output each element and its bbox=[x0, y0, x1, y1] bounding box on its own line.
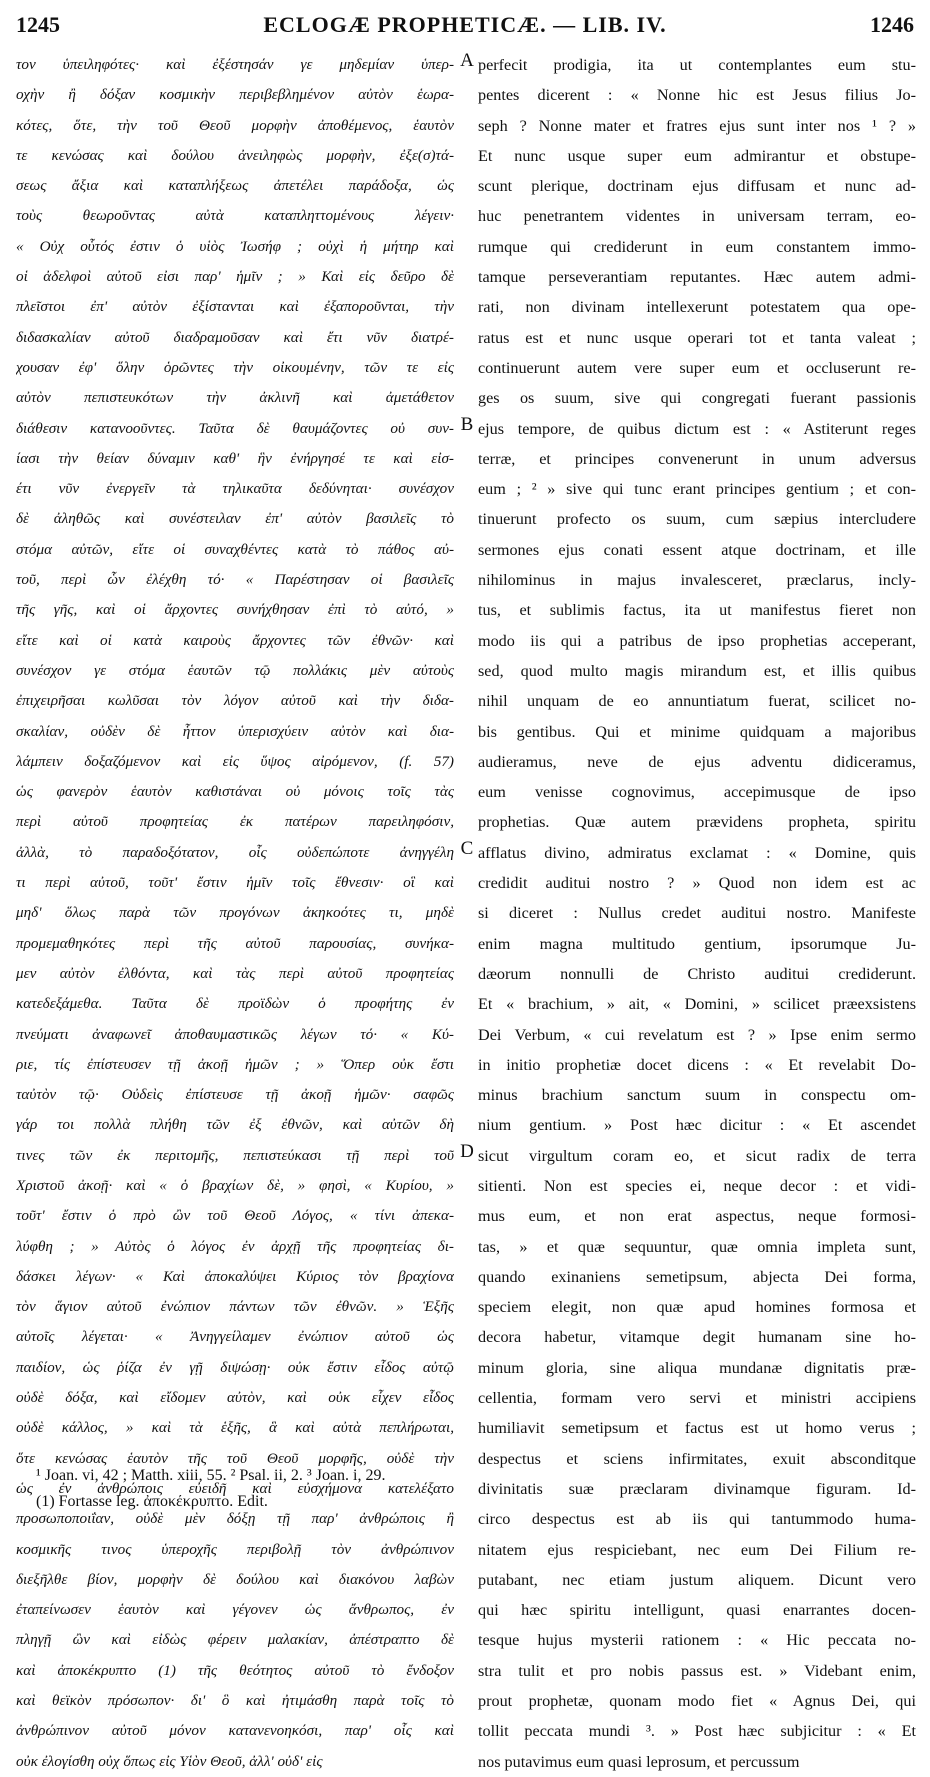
greek-text-line: έτι νῦν ἐνεργεῖν τὰ τηλικαῦτα δεδύνηται· συνέσχον bbox=[16, 480, 454, 498]
greek-text-line: πληγῇ ὢν καὶ εἰδὼς φέρειν μαλακίαν, ἀπέστραπτο δὲ bbox=[16, 1631, 454, 1649]
latin-text-line: tinuerunt profecto os suum, cum sæpius intercludere bbox=[478, 510, 916, 529]
latin-text-line: ratus est et nunc usque operari tot et tanta valeat ; bbox=[478, 328, 916, 347]
margin-letter-d: D bbox=[460, 1141, 474, 1162]
greek-text-line: ἐταπείνωσεν ἑαυτὸν καὶ γέγονεν ὡς ἄνθρωπος, ἐν bbox=[16, 1601, 454, 1619]
greek-text-line: κατεδεξάμεθα. Ταῦτα δὲ προϊδὼν ὁ προφήτης ἐν bbox=[16, 995, 454, 1013]
greek-text-line: κότες, ὅτε, τὴν τοῦ Θεοῦ μορφὴν ἀποθέμενος, ἑαυτὸν bbox=[16, 116, 454, 134]
latin-text-line: eum venisse cognovimus, accepimusque de ipso bbox=[478, 783, 916, 802]
greek-text-line: Χριστοῦ ἀκοῇ· καὶ « ὁ βραχίων δὲ, » φησὶ, « Κυρίου, » bbox=[16, 1176, 454, 1194]
greek-text-line: σκαλίαν, οὐδὲν δὲ ἧττον ὑπερισχύειν αὐτὸν καὶ δια- bbox=[16, 722, 454, 740]
latin-text-line: perfecit prodigia, ita ut contemplantes eum stu- bbox=[478, 56, 916, 74]
latin-text-line: bis gentibus. Qui et minime quidquam a majoribus bbox=[478, 722, 916, 741]
greek-text-line: ἐπιχειρῆσαι κωλῦσαι τὸν λόγον αὐτοῦ καὶ τὴν διδα- bbox=[16, 692, 454, 710]
latin-text-line: sitienti. Non est species ei, neque decor : et vidi- bbox=[478, 1176, 916, 1195]
greek-text-line: οἱ ἀδελφοὶ αὐτοῦ εἰσι παρ' ἡμῖν ; » Καὶ εἰς δεῦρο δὲ bbox=[16, 268, 454, 286]
latin-text-line: sed, quod multo magis mirandum est, et illis quibus bbox=[478, 661, 916, 680]
latin-text-line: ges os suum, sive qui congregati fuerant passionis bbox=[478, 389, 916, 408]
latin-text-line: tesque hujus mysterii rationem : « Hic peccata no- bbox=[478, 1631, 916, 1650]
greek-text-line: αὐτὸν πεπιστευκότων τὴν ἀκλινῆ καὶ ἀμετάθετον bbox=[16, 389, 454, 407]
latin-text-line: nitatem ejus respiciebant, nec eum Dei Filium re- bbox=[478, 1540, 916, 1559]
latin-text-line: prout prophetæ, quonam modo fiet « Agnus Dei, qui bbox=[478, 1692, 916, 1711]
page-number-left: 1245 bbox=[16, 12, 60, 37]
greek-text-line: ἀλλὰ, τὸ παραδοξότατον, οἷς οὐδεπώποτε ἀνηγγέλη bbox=[16, 843, 454, 861]
greek-text-line: τε κενώσας καὶ δούλου ἀνειληφὼς μορφὴν, ἐξε(σ)τά- bbox=[16, 146, 454, 164]
greek-text-line: ὡς ἐν ἀνθρώποις εὐειδῆ καὶ εὐσχήμονα κατελέξατο bbox=[16, 1479, 454, 1497]
latin-text-line: tus, et sublimis factus, ita ut manifestus fieret non bbox=[478, 601, 916, 620]
footnotes bbox=[36, 1463, 906, 1515]
greek-text-line: πλεῖστοι ἐπ' αὐτὸν ἐξίστανται καὶ ἐξαποροῦνται, τὴν bbox=[16, 298, 454, 316]
greek-text-line: τῆς γῆς, καὶ οἱ ἄρχοντες συνήχθησαν ἐπὶ τὸ αὐτό, » bbox=[16, 601, 454, 619]
latin-text-line: continuerunt autem vere super eum et occluserunt re- bbox=[478, 358, 916, 377]
latin-text-line: afflatus divino, admiratus exclamat : « Domine, quis bbox=[478, 843, 916, 862]
page-number-right: 1246 bbox=[870, 12, 914, 37]
greek-text-line: καὶ ἀποκέκρυπτο (1) τῆς θεότητος αὐτοῦ τὸ ἔνδοξον bbox=[16, 1661, 454, 1679]
greek-text-line: τον ὑπειληφότες· καὶ ἐξέστησάν γε μηδεμίαν ὑπερ- bbox=[16, 56, 454, 73]
greek-text-line: εἴτε καὶ οἱ κατὰ καιροὺς ἄρχοντες τῶν ἐθνῶν· καὶ bbox=[16, 631, 454, 649]
latin-text-line: decora habetur, vitamque degit humanam sine ho- bbox=[478, 1328, 916, 1347]
footnote-references: ¹ Joan. vi, 42 ; Matth. xiii, 55. ² Psal. ii, 2. ³ Joan. i, 29. bbox=[36, 1467, 386, 1484]
greek-text-line: γάρ τοι πολλὰ πλήθη τῶν ἐξ ἐθνῶν, καὶ αὐτῶν δὴ bbox=[16, 1116, 454, 1134]
greek-text-line: ὡς φανερὸν ἑαυτὸν καθιστάναι οὐ μόνοις τοῖς τὰς bbox=[16, 783, 454, 801]
greek-text-line: δάσκει λέγων· « Καὶ ἀποκαλύψει Κύριος τὸν βραχίονα bbox=[16, 1267, 454, 1285]
greek-text-line: περὶ αὐτοῦ προφητείας ἐκ πατέρων παρειληφόσιν, bbox=[16, 813, 454, 831]
latin-text-line: scunt plerique, doctrinam ejus diffusam et nunc ad- bbox=[478, 177, 916, 196]
greek-text-line: λάμπειν δοξαζόμενον καὶ εἰς ὕψος αἰρόμενον, (f. 57) bbox=[16, 752, 454, 770]
latin-text-line: modo iis qui a patribus de ipso prophetias acceperant, bbox=[478, 631, 916, 650]
latin-text-line: Dei Verbum, « cui revelatum est ? » Ipse enim sermo bbox=[478, 1025, 916, 1044]
greek-text-line: οὐδὲ δόξα, καὶ εἴδομεν αὐτὸν, καὶ οὐκ εἶχεν εἶδος bbox=[16, 1389, 454, 1407]
latin-text-line: audieramus, neve de ejus adventu didiceramus, bbox=[478, 752, 916, 771]
greek-text-line: διεξῆλθε βίον, μορφὴν δὲ δούλου καὶ διακόνου λαβὼν bbox=[16, 1570, 454, 1588]
margin-letter-c: C bbox=[460, 838, 474, 859]
latin-text-line: eum ; ² » sive qui tunc erant principes gentium ; et con- bbox=[478, 480, 916, 499]
latin-text-line: si diceret : Nullus credet auditui nostro. Manifeste bbox=[478, 904, 916, 923]
margin-letter-a: A bbox=[460, 50, 474, 71]
latin-text-line: quando exinaniens semetipsum, abjecta Dei forma, bbox=[478, 1267, 916, 1286]
latin-text-line: huc penetrantem videntes in universam terram, eo- bbox=[478, 207, 916, 226]
greek-text-line: τοὺς θεωροῦντας αὐτὰ καταπληττομένους λέγειν· bbox=[16, 207, 454, 225]
greek-text-line: τοῦ, περὶ ὧν ἐλέχθη τό· « Παρέστησαν οἱ βασιλεῖς bbox=[16, 571, 454, 589]
latin-text-line: terræ, et principes convenerunt in unum adversus bbox=[478, 449, 916, 468]
greek-text-line: τινες τῶν ἐκ περιτομῆς, πεπιστεύκασι τῇ περὶ τοῦ bbox=[16, 1146, 454, 1164]
greek-text-line: ίασι τὴν θείαν δύναμιν καθ' ἣν ἐνήργησέ τε καὶ εἰσ- bbox=[16, 449, 454, 467]
latin-text-line: tollit peccata mundi ³. » Post hæc subjicitur : « Et bbox=[478, 1722, 916, 1741]
greek-text-line: « Οὐχ οὗτός ἐστιν ὁ υἱὸς Ἰωσήφ ; οὐχὶ ἡ μήτηρ καὶ bbox=[16, 237, 454, 255]
greek-text-line: ἀνθρώπινον αὐτοῦ μόνον κατανενοηκόσι, παρ' οἷς καὶ bbox=[16, 1722, 454, 1740]
latin-text-line: rumque qui crediderunt in eum constantem immo- bbox=[478, 237, 916, 256]
latin-column bbox=[478, 50, 916, 1777]
greek-text-line: διδασκαλίαν αὐτοῦ διαδραμοῦσαν καὶ ἔτι νῦν διατρέ- bbox=[16, 328, 454, 346]
latin-text-line: ejus tempore, de quibus dictum est : « Astiterunt reges bbox=[478, 419, 916, 438]
running-title: ECLOGÆ PROPHETICÆ. — LIB. IV. bbox=[263, 12, 667, 37]
latin-text-line: enim magna multitudo gentium, ipsorumque Ju- bbox=[478, 934, 916, 953]
greek-text-line: μηδ' ὅλως παρὰ τῶν προγόνων ἀκηκοότες τι, μηδὲ bbox=[16, 904, 454, 922]
latin-text-line: minus brachium sanctum suum in conspectu om- bbox=[478, 1086, 916, 1105]
latin-text-line: dæorum nonnulli de Christo auditui crediderunt. bbox=[478, 964, 916, 983]
latin-text-line: speciem elegit, non quæ apud homines formosa et bbox=[478, 1298, 916, 1317]
greek-text-line: ριε, τίς ἐπίστευσεν τῇ ἀκοῇ ἡμῶν ; » Ὅπερ οὐκ ἔστι bbox=[16, 1055, 454, 1073]
greek-text-line: τὸν ἅγιον αὐτοῦ ἐνώπιον πάντων τῶν ἐθνῶν. » Ἑξῆς bbox=[16, 1298, 454, 1316]
greek-text-line: ταὐτὸν τῷ· Οὐδεὶς ἐπίστευσε τῇ ἀκοῇ ἡμῶν· σαφῶς bbox=[16, 1086, 454, 1104]
greek-text-line: οὐδὲ κάλλος, » καὶ τὰ ἑξῆς, ἃ καὶ αὐτὰ πεπλήρωται, bbox=[16, 1419, 454, 1437]
greek-text-line: τοῦτ' ἔστιν ὁ πρὸ ὢν τοῦ Θεοῦ Λόγος, « τίνι ἀπεκα- bbox=[16, 1207, 454, 1225]
latin-text-line: nihil unquam de eo annuntiatum fuerat, scilicet no- bbox=[478, 692, 916, 711]
greek-text-line: χουσαν ἐφ' ὅλην ὁρῶντες τὴν οἰκουμένην, τῶν τε εἰς bbox=[16, 358, 454, 376]
latin-text-line: nos putavimus eum quasi leprosum, et percussum bbox=[478, 1752, 800, 1771]
greek-text-line: προμεμαθηκότες περὶ τῆς αὐτοῦ παρουσίας, συνήκα- bbox=[16, 934, 454, 952]
latin-text-line: stra tulit et pro nobis passus est. » Videbant enim, bbox=[478, 1661, 916, 1680]
latin-text-line: sermones ejus conati essent atque doctrinam, et ille bbox=[478, 540, 916, 559]
greek-text-line: διάθεσιν κατανοοῦντες. Ταῦτα δὲ θαυμάζοντες οὐ συν- bbox=[16, 419, 454, 437]
greek-text-line: μεν αὐτὸν ἐλθόντα, καὶ τὰς περὶ αὐτοῦ προφητείας bbox=[16, 964, 454, 982]
greek-text-line: στόμα αὐτῶν, εἴτε οἱ συναχθέντες κατὰ τὸ πάθος αὐ- bbox=[16, 540, 454, 558]
latin-text-line: despectus et sciens infirmitates, exuit absconditque bbox=[478, 1449, 916, 1468]
greek-text-line: δὲ ἀληθῶς καὶ συνέστειλαν ἐπ' αὐτὸν βασιλεῖς τὸ bbox=[16, 510, 454, 528]
latin-text-line: putabant, nec etiam justum aliquem. Dicunt vero bbox=[478, 1570, 916, 1589]
greek-text-line: οὐκ ἐλογίσθη οὐχ ὅπως εἰς Υἱὸν Θεοῦ, ἀλλ' οὐδ' εἰς bbox=[16, 1752, 323, 1770]
greek-text-line: αὐτοῖς λέγεται· « Ἀνηγγείλαμεν ἐνώπιον αὐτοῦ ὡς bbox=[16, 1328, 454, 1346]
greek-text-line: λύφθη ; » Αὐτὸς ὁ λόγος ἐν ἀρχῇ τῆς προφητείας δι- bbox=[16, 1237, 454, 1255]
greek-text-line: τι περὶ αὐτοῦ, τοῦτ' ἔστιν ἡμῖν τοῖς ἔθνεσιν· οἳ καὶ bbox=[16, 874, 454, 892]
latin-text-line: Et nunc usque super eum admirantur et obstupe- bbox=[478, 146, 916, 165]
greek-text-line: προσωποποιΐαν, οὐδὲ μὲν δόξῃ τῇ παρ' ἀνθρώποις ἢ bbox=[16, 1510, 454, 1528]
margin-letter-b: B bbox=[460, 414, 474, 435]
greek-text-line: συνέσχον γε στόμα ἑαυτῶν τῷ πολλάκις μὲν αὐτοὺς bbox=[16, 661, 454, 679]
latin-text-line: cellentia, formam vero servi et ministri accipiens bbox=[478, 1389, 916, 1408]
latin-text-line: circo despectus est ab iis qui tantummodo huma- bbox=[478, 1510, 916, 1529]
latin-text-line: sicut virgultum coram eo, et sicut radix de terra bbox=[478, 1146, 916, 1165]
latin-text-line: Et « brachium, » ait, « Domini, » scilicet præexsistens bbox=[478, 995, 916, 1014]
greek-column bbox=[16, 50, 454, 1777]
greek-text-line: ὅτε κενώσας ἑαυτὸν τῆς τοῦ Θεοῦ μορφῆς, οὐδὲ τὴν bbox=[16, 1449, 454, 1467]
greek-text-line: κοσμικῆς τινος ὑπεροχῆς περιβολῇ τὸν ἀνθρώπινον bbox=[16, 1540, 454, 1558]
greek-text-line: παιδίον, ὡς ῥίζα ἐν γῇ διψώσῃ· οὐκ ἔστιν εἶδος αὐτῷ bbox=[16, 1358, 454, 1376]
latin-text-line: nium gentium. » Post hæc dicitur : « Et ascendet bbox=[478, 1116, 916, 1135]
greek-text-line: σεως ἄξια καὶ καταπλήξεως ἀπετέλει παράδοξα, ὡς bbox=[16, 177, 454, 195]
latin-text-line: rati, non divinam intellexerunt potestatem qua ope- bbox=[478, 298, 916, 317]
latin-text-line: mus eum, et non erat aspectus, neque formosi- bbox=[478, 1207, 916, 1226]
latin-text-line: prophetias. Quæ autem prævidens propheta, spiritu bbox=[478, 813, 916, 832]
latin-text-line: nihilominus in majus invalesceret, præclarus, incly- bbox=[478, 571, 916, 590]
latin-text-line: divinitatis suæ præclaram divinamque figuram. Id- bbox=[478, 1479, 916, 1498]
latin-text-line: seph ? Nonne mater et fratres ejus sunt inter nos ¹ ? » bbox=[478, 116, 916, 135]
latin-text-line: minum gloria, sine aliqua mundanæ dignitatis præ- bbox=[478, 1358, 916, 1377]
latin-text-line: humiliavit semetipsum et factus est ut homo verus ; bbox=[478, 1419, 916, 1438]
latin-text-line: qui hæc spiritu intelligunt, quasi enarrantes docen- bbox=[478, 1601, 916, 1620]
latin-text-line: tas, » et quæ sequuntur, quæ omnia impleta sunt, bbox=[478, 1237, 916, 1256]
latin-text-line: in initio prophetiæ docet dicens : « Et revelabit Do- bbox=[478, 1055, 916, 1074]
latin-text-line: tamque perseverantiam reputantes. Hæc autem admi- bbox=[478, 268, 916, 287]
greek-text-line: πνεύματι ἀναφωνεῖ ἀποθαυμαστικῶς λέγων τό· « Κύ- bbox=[16, 1025, 454, 1043]
running-header bbox=[16, 6, 914, 46]
greek-text-line: οχὴν ἢ δόξαν κοσμικὴν περιβεβλημένον αὐτὸν ἑωρα- bbox=[16, 86, 454, 104]
latin-text-line: pentes dicerent : « Nonne hic est Jesus filius Jo- bbox=[478, 86, 916, 105]
footnote-critical: (1) Fortasse leg. ἀποκέκρυπτο. Edit. bbox=[36, 1493, 268, 1510]
latin-text-line: credidit auditui nostro ? » Quod non idem est ac bbox=[478, 874, 916, 893]
greek-text-line: καὶ θεϊκὸν πρόσωπον· δι' ὃ καὶ ἠτιμάσθη παρὰ τοῖς τὸ bbox=[16, 1692, 454, 1710]
